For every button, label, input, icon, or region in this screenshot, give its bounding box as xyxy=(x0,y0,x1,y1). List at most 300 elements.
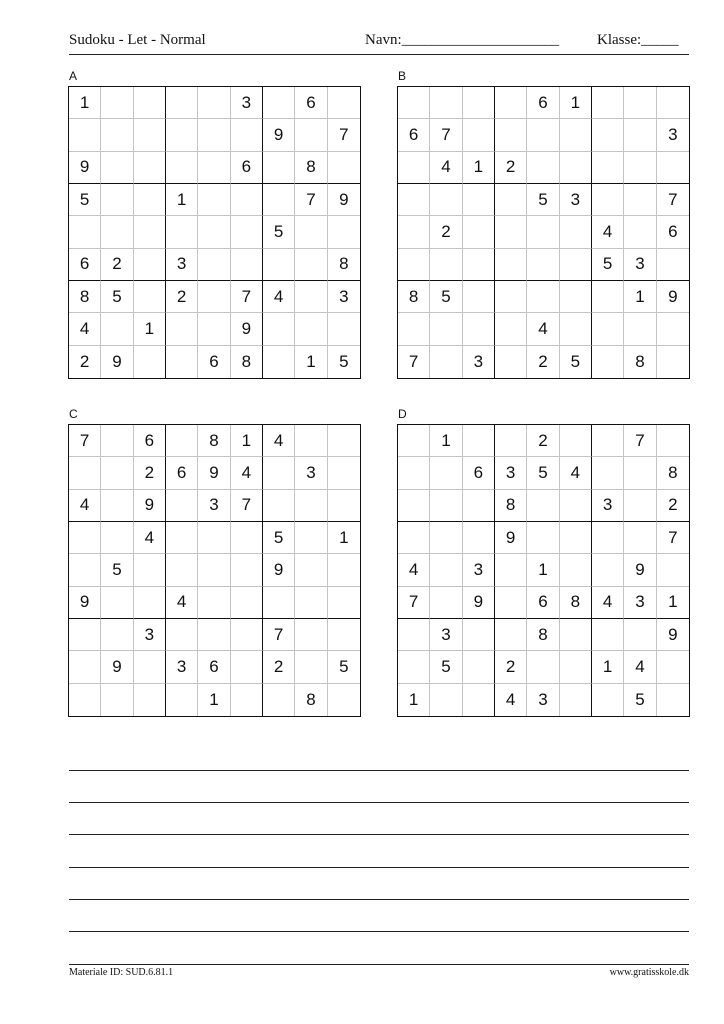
sudoku-cell[interactable] xyxy=(398,249,430,281)
sudoku-cell[interactable] xyxy=(657,425,689,457)
sudoku-cell[interactable] xyxy=(657,313,689,345)
sudoku-cell[interactable]: 7 xyxy=(69,425,101,457)
sudoku-cell[interactable] xyxy=(101,313,133,345)
sudoku-cell[interactable] xyxy=(527,119,559,151)
sudoku-cell[interactable] xyxy=(166,216,198,248)
sudoku-cell[interactable]: 6 xyxy=(134,425,166,457)
sudoku-cell[interactable] xyxy=(592,619,624,651)
sudoku-cell[interactable] xyxy=(263,87,295,119)
sudoku-cell[interactable]: 5 xyxy=(527,457,559,489)
sudoku-cell[interactable] xyxy=(463,425,495,457)
sudoku-cell[interactable] xyxy=(624,457,656,489)
sudoku-cell[interactable] xyxy=(134,346,166,378)
sudoku-cell[interactable] xyxy=(495,87,527,119)
sudoku-cell[interactable]: 4 xyxy=(592,216,624,248)
sudoku-cell[interactable]: 5 xyxy=(263,522,295,554)
sudoku-cell[interactable] xyxy=(328,425,360,457)
sudoku-cell[interactable] xyxy=(101,184,133,216)
sudoku-cell[interactable]: 5 xyxy=(328,651,360,683)
sudoku-cell[interactable] xyxy=(101,587,133,619)
sudoku-cell[interactable]: 6 xyxy=(69,249,101,281)
sudoku-cell[interactable] xyxy=(560,651,592,683)
sudoku-cell[interactable] xyxy=(495,216,527,248)
sudoku-cell[interactable] xyxy=(134,684,166,716)
sudoku-cell[interactable]: 2 xyxy=(166,281,198,313)
sudoku-cell[interactable] xyxy=(263,346,295,378)
sudoku-cell[interactable]: 7 xyxy=(624,425,656,457)
sudoku-cell[interactable] xyxy=(657,346,689,378)
sudoku-cell[interactable] xyxy=(231,554,263,586)
sudoku-cell[interactable] xyxy=(527,152,559,184)
sudoku-cell[interactable] xyxy=(398,490,430,522)
sudoku-cell[interactable] xyxy=(231,619,263,651)
sudoku-cell[interactable]: 4 xyxy=(166,587,198,619)
sudoku-cell[interactable]: 9 xyxy=(101,346,133,378)
sudoku-cell[interactable]: 7 xyxy=(430,119,462,151)
sudoku-cell[interactable] xyxy=(231,522,263,554)
sudoku-cell[interactable] xyxy=(263,457,295,489)
sudoku-cell[interactable]: 4 xyxy=(231,457,263,489)
sudoku-cell[interactable] xyxy=(101,457,133,489)
sudoku-cell[interactable] xyxy=(495,119,527,151)
sudoku-cell[interactable] xyxy=(295,619,327,651)
sudoku-cell[interactable]: 4 xyxy=(495,684,527,716)
sudoku-cell[interactable] xyxy=(69,522,101,554)
sudoku-cell[interactable]: 1 xyxy=(560,87,592,119)
sudoku-cell[interactable]: 1 xyxy=(657,587,689,619)
sudoku-cell[interactable] xyxy=(198,522,230,554)
sudoku-cell[interactable] xyxy=(295,651,327,683)
sudoku-cell[interactable]: 8 xyxy=(198,425,230,457)
sudoku-cell[interactable] xyxy=(463,216,495,248)
sudoku-cell[interactable] xyxy=(101,87,133,119)
sudoku-cell[interactable] xyxy=(560,684,592,716)
sudoku-cell[interactable] xyxy=(101,619,133,651)
sudoku-cell[interactable] xyxy=(495,184,527,216)
sudoku-cell[interactable] xyxy=(657,152,689,184)
sudoku-cell[interactable] xyxy=(624,522,656,554)
sudoku-cell[interactable] xyxy=(328,619,360,651)
sudoku-cell[interactable] xyxy=(463,184,495,216)
sudoku-cell[interactable]: 9 xyxy=(198,457,230,489)
sudoku-cell[interactable]: 6 xyxy=(198,651,230,683)
sudoku-cell[interactable] xyxy=(295,522,327,554)
sudoku-cell[interactable] xyxy=(231,587,263,619)
sudoku-cell[interactable]: 1 xyxy=(398,684,430,716)
sudoku-cell[interactable]: 6 xyxy=(231,152,263,184)
sudoku-cell[interactable]: 1 xyxy=(463,152,495,184)
sudoku-cell[interactable] xyxy=(430,313,462,345)
sudoku-cell[interactable]: 6 xyxy=(657,216,689,248)
sudoku-cell[interactable] xyxy=(69,651,101,683)
sudoku-cell[interactable] xyxy=(398,522,430,554)
sudoku-cell[interactable] xyxy=(624,216,656,248)
sudoku-cell[interactable] xyxy=(495,313,527,345)
sudoku-cell[interactable] xyxy=(134,216,166,248)
sudoku-cell[interactable] xyxy=(263,684,295,716)
sudoku-cell[interactable] xyxy=(134,119,166,151)
sudoku-cell[interactable] xyxy=(560,216,592,248)
sudoku-cell[interactable] xyxy=(69,457,101,489)
sudoku-cell[interactable] xyxy=(495,425,527,457)
sudoku-cell[interactable] xyxy=(198,313,230,345)
sudoku-cell[interactable] xyxy=(463,87,495,119)
sudoku-cell[interactable]: 5 xyxy=(101,281,133,313)
sudoku-cell[interactable]: 9 xyxy=(263,119,295,151)
sudoku-cell[interactable]: 5 xyxy=(263,216,295,248)
sudoku-cell[interactable]: 3 xyxy=(463,346,495,378)
sudoku-cell[interactable] xyxy=(263,490,295,522)
sudoku-cell[interactable] xyxy=(657,651,689,683)
sudoku-cell[interactable] xyxy=(430,554,462,586)
sudoku-cell[interactable] xyxy=(560,313,592,345)
sudoku-cell[interactable]: 3 xyxy=(495,457,527,489)
sudoku-cell[interactable]: 8 xyxy=(295,152,327,184)
sudoku-cell[interactable] xyxy=(430,184,462,216)
sudoku-cell[interactable]: 2 xyxy=(263,651,295,683)
sudoku-cell[interactable] xyxy=(560,249,592,281)
sudoku-cell[interactable] xyxy=(69,119,101,151)
sudoku-cell[interactable]: 8 xyxy=(69,281,101,313)
sudoku-cell[interactable] xyxy=(624,119,656,151)
sudoku-cell[interactable]: 9 xyxy=(263,554,295,586)
sudoku-cell[interactable] xyxy=(101,425,133,457)
sudoku-cell[interactable] xyxy=(430,684,462,716)
sudoku-cell[interactable]: 5 xyxy=(430,281,462,313)
sudoku-cell[interactable] xyxy=(231,651,263,683)
sudoku-cell[interactable]: 3 xyxy=(560,184,592,216)
sudoku-cell[interactable]: 1 xyxy=(231,425,263,457)
sudoku-cell[interactable] xyxy=(101,216,133,248)
sudoku-cell[interactable]: 6 xyxy=(166,457,198,489)
sudoku-cell[interactable] xyxy=(101,490,133,522)
sudoku-cell[interactable] xyxy=(231,684,263,716)
sudoku-cell[interactable] xyxy=(295,249,327,281)
sudoku-cell[interactable]: 5 xyxy=(624,684,656,716)
sudoku-cell[interactable] xyxy=(198,587,230,619)
sudoku-cell[interactable] xyxy=(560,619,592,651)
sudoku-cell[interactable]: 7 xyxy=(398,346,430,378)
sudoku-cell[interactable] xyxy=(430,457,462,489)
sudoku-cell[interactable] xyxy=(328,554,360,586)
sudoku-cell[interactable]: 6 xyxy=(198,346,230,378)
sudoku-cell[interactable] xyxy=(295,425,327,457)
sudoku-cell[interactable]: 2 xyxy=(69,346,101,378)
sudoku-cell[interactable]: 5 xyxy=(560,346,592,378)
sudoku-cell[interactable] xyxy=(295,490,327,522)
sudoku-cell[interactable] xyxy=(198,216,230,248)
sudoku-cell[interactable]: 3 xyxy=(166,651,198,683)
sudoku-cell[interactable] xyxy=(495,554,527,586)
sudoku-cell[interactable] xyxy=(624,619,656,651)
sudoku-cell[interactable] xyxy=(527,216,559,248)
sudoku-cell[interactable] xyxy=(592,152,624,184)
sudoku-cell[interactable] xyxy=(328,152,360,184)
sudoku-cell[interactable]: 1 xyxy=(592,651,624,683)
sudoku-cell[interactable] xyxy=(328,587,360,619)
sudoku-cell[interactable] xyxy=(263,313,295,345)
sudoku-cell[interactable] xyxy=(527,522,559,554)
sudoku-cell[interactable] xyxy=(560,119,592,151)
sudoku-cell[interactable]: 3 xyxy=(198,490,230,522)
sudoku-cell[interactable] xyxy=(624,313,656,345)
sudoku-cell[interactable]: 4 xyxy=(69,490,101,522)
sudoku-cell[interactable] xyxy=(263,587,295,619)
sudoku-cell[interactable]: 1 xyxy=(295,346,327,378)
sudoku-cell[interactable] xyxy=(430,490,462,522)
sudoku-cell[interactable]: 2 xyxy=(495,152,527,184)
sudoku-cell[interactable] xyxy=(134,587,166,619)
sudoku-cell[interactable] xyxy=(295,587,327,619)
sudoku-cell[interactable]: 3 xyxy=(624,587,656,619)
sudoku-cell[interactable] xyxy=(560,490,592,522)
sudoku-cell[interactable] xyxy=(592,346,624,378)
sudoku-cell[interactable]: 4 xyxy=(398,554,430,586)
sudoku-cell[interactable] xyxy=(198,184,230,216)
sudoku-cell[interactable] xyxy=(69,554,101,586)
sudoku-cell[interactable]: 5 xyxy=(101,554,133,586)
sudoku-cell[interactable]: 7 xyxy=(295,184,327,216)
sudoku-cell[interactable] xyxy=(495,281,527,313)
sudoku-cell[interactable]: 8 xyxy=(560,587,592,619)
sudoku-cell[interactable]: 1 xyxy=(166,184,198,216)
sudoku-cell[interactable] xyxy=(166,313,198,345)
sudoku-cell[interactable] xyxy=(134,554,166,586)
sudoku-cell[interactable] xyxy=(231,216,263,248)
sudoku-cell[interactable]: 3 xyxy=(527,684,559,716)
sudoku-cell[interactable] xyxy=(101,522,133,554)
sudoku-cell[interactable]: 8 xyxy=(231,346,263,378)
sudoku-cell[interactable] xyxy=(231,249,263,281)
sudoku-cell[interactable]: 3 xyxy=(624,249,656,281)
sudoku-cell[interactable] xyxy=(495,249,527,281)
sudoku-cell[interactable] xyxy=(328,490,360,522)
sudoku-cell[interactable] xyxy=(263,249,295,281)
sudoku-cell[interactable] xyxy=(198,554,230,586)
sudoku-cell[interactable] xyxy=(592,457,624,489)
sudoku-cell[interactable] xyxy=(398,184,430,216)
sudoku-cell[interactable] xyxy=(295,313,327,345)
sudoku-cell[interactable] xyxy=(198,619,230,651)
sudoku-cell[interactable] xyxy=(134,87,166,119)
sudoku-cell[interactable]: 3 xyxy=(430,619,462,651)
sudoku-cell[interactable]: 3 xyxy=(657,119,689,151)
sudoku-cell[interactable]: 7 xyxy=(328,119,360,151)
sudoku-cell[interactable] xyxy=(198,119,230,151)
sudoku-cell[interactable] xyxy=(101,152,133,184)
sudoku-cell[interactable] xyxy=(624,87,656,119)
sudoku-cell[interactable]: 2 xyxy=(527,346,559,378)
sudoku-cell[interactable] xyxy=(398,152,430,184)
sudoku-cell[interactable]: 8 xyxy=(527,619,559,651)
sudoku-cell[interactable]: 2 xyxy=(527,425,559,457)
sudoku-cell[interactable]: 7 xyxy=(231,281,263,313)
sudoku-cell[interactable]: 8 xyxy=(295,684,327,716)
sudoku-cell[interactable] xyxy=(463,619,495,651)
sudoku-cell[interactable] xyxy=(592,425,624,457)
website-link[interactable]: www.gratisskole.dk xyxy=(609,967,689,978)
sudoku-cell[interactable] xyxy=(624,184,656,216)
sudoku-cell[interactable] xyxy=(495,587,527,619)
sudoku-cell[interactable] xyxy=(527,651,559,683)
sudoku-cell[interactable] xyxy=(101,684,133,716)
sudoku-cell[interactable] xyxy=(134,184,166,216)
sudoku-cell[interactable] xyxy=(463,281,495,313)
sudoku-cell[interactable]: 4 xyxy=(624,651,656,683)
sudoku-cell[interactable]: 6 xyxy=(295,87,327,119)
sudoku-cell[interactable] xyxy=(624,152,656,184)
sudoku-cell[interactable] xyxy=(527,281,559,313)
sudoku-cell[interactable] xyxy=(166,619,198,651)
sudoku-cell[interactable] xyxy=(166,522,198,554)
sudoku-cell[interactable] xyxy=(134,249,166,281)
sudoku-cell[interactable] xyxy=(69,216,101,248)
sudoku-cell[interactable]: 3 xyxy=(166,249,198,281)
sudoku-cell[interactable] xyxy=(295,216,327,248)
sudoku-cell[interactable] xyxy=(263,184,295,216)
sudoku-cell[interactable] xyxy=(231,119,263,151)
sudoku-cell[interactable]: 4 xyxy=(69,313,101,345)
sudoku-cell[interactable] xyxy=(592,684,624,716)
sudoku-cell[interactable]: 4 xyxy=(263,425,295,457)
sudoku-cell[interactable] xyxy=(69,684,101,716)
sudoku-cell[interactable] xyxy=(463,651,495,683)
sudoku-cell[interactable]: 8 xyxy=(328,249,360,281)
sudoku-cell[interactable]: 1 xyxy=(527,554,559,586)
sudoku-cell[interactable] xyxy=(69,619,101,651)
sudoku-cell[interactable]: 8 xyxy=(398,281,430,313)
sudoku-cell[interactable] xyxy=(295,119,327,151)
sudoku-cell[interactable] xyxy=(166,152,198,184)
sudoku-cell[interactable]: 3 xyxy=(134,619,166,651)
sudoku-cell[interactable] xyxy=(527,249,559,281)
sudoku-cell[interactable]: 9 xyxy=(101,651,133,683)
sudoku-cell[interactable]: 1 xyxy=(198,684,230,716)
sudoku-cell[interactable] xyxy=(231,184,263,216)
sudoku-cell[interactable]: 9 xyxy=(69,587,101,619)
sudoku-cell[interactable]: 3 xyxy=(231,87,263,119)
sudoku-cell[interactable] xyxy=(166,346,198,378)
name-field[interactable]: Navn:_____________________ xyxy=(365,32,560,48)
sudoku-cell[interactable]: 9 xyxy=(69,152,101,184)
sudoku-cell[interactable] xyxy=(166,119,198,151)
sudoku-cell[interactable] xyxy=(463,684,495,716)
sudoku-cell[interactable]: 7 xyxy=(657,522,689,554)
sudoku-cell[interactable]: 6 xyxy=(398,119,430,151)
sudoku-cell[interactable] xyxy=(398,313,430,345)
sudoku-cell[interactable] xyxy=(657,554,689,586)
sudoku-cell[interactable] xyxy=(592,119,624,151)
sudoku-cell[interactable]: 7 xyxy=(263,619,295,651)
sudoku-cell[interactable]: 9 xyxy=(657,619,689,651)
sudoku-cell[interactable]: 2 xyxy=(657,490,689,522)
sudoku-cell[interactable] xyxy=(101,119,133,151)
sudoku-cell[interactable] xyxy=(166,554,198,586)
sudoku-cell[interactable] xyxy=(430,587,462,619)
sudoku-cell[interactable] xyxy=(560,554,592,586)
sudoku-cell[interactable]: 7 xyxy=(657,184,689,216)
sudoku-cell[interactable]: 1 xyxy=(328,522,360,554)
sudoku-cell[interactable] xyxy=(657,684,689,716)
sudoku-cell[interactable]: 5 xyxy=(69,184,101,216)
sudoku-cell[interactable]: 4 xyxy=(527,313,559,345)
sudoku-cell[interactable] xyxy=(463,249,495,281)
sudoku-cell[interactable]: 9 xyxy=(134,490,166,522)
sudoku-cell[interactable] xyxy=(295,281,327,313)
sudoku-cell[interactable] xyxy=(592,554,624,586)
sudoku-cell[interactable]: 1 xyxy=(430,425,462,457)
sudoku-cell[interactable]: 1 xyxy=(69,87,101,119)
sudoku-cell[interactable] xyxy=(398,87,430,119)
sudoku-cell[interactable] xyxy=(263,152,295,184)
sudoku-cell[interactable]: 3 xyxy=(295,457,327,489)
sudoku-cell[interactable] xyxy=(430,346,462,378)
sudoku-cell[interactable] xyxy=(657,87,689,119)
sudoku-cell[interactable]: 2 xyxy=(495,651,527,683)
sudoku-cell[interactable] xyxy=(495,619,527,651)
sudoku-cell[interactable]: 9 xyxy=(231,313,263,345)
sudoku-cell[interactable]: 3 xyxy=(592,490,624,522)
sudoku-cell[interactable] xyxy=(430,249,462,281)
sudoku-cell[interactable]: 9 xyxy=(657,281,689,313)
sudoku-cell[interactable]: 1 xyxy=(624,281,656,313)
sudoku-cell[interactable] xyxy=(430,87,462,119)
sudoku-cell[interactable] xyxy=(198,87,230,119)
sudoku-cell[interactable] xyxy=(134,152,166,184)
sudoku-cell[interactable]: 1 xyxy=(134,313,166,345)
sudoku-cell[interactable] xyxy=(134,281,166,313)
sudoku-cell[interactable] xyxy=(463,313,495,345)
sudoku-cell[interactable]: 2 xyxy=(134,457,166,489)
sudoku-cell[interactable] xyxy=(328,684,360,716)
sudoku-cell[interactable]: 3 xyxy=(328,281,360,313)
sudoku-cell[interactable] xyxy=(398,425,430,457)
sudoku-cell[interactable]: 9 xyxy=(328,184,360,216)
sudoku-cell[interactable]: 4 xyxy=(134,522,166,554)
sudoku-cell[interactable]: 9 xyxy=(624,554,656,586)
sudoku-cell[interactable] xyxy=(398,457,430,489)
sudoku-cell[interactable] xyxy=(463,119,495,151)
sudoku-cell[interactable] xyxy=(166,684,198,716)
sudoku-cell[interactable]: 4 xyxy=(263,281,295,313)
sudoku-cell[interactable] xyxy=(560,425,592,457)
sudoku-cell[interactable]: 9 xyxy=(463,587,495,619)
sudoku-cell[interactable]: 5 xyxy=(527,184,559,216)
sudoku-cell[interactable] xyxy=(295,554,327,586)
sudoku-cell[interactable] xyxy=(328,457,360,489)
sudoku-cell[interactable]: 4 xyxy=(560,457,592,489)
sudoku-cell[interactable] xyxy=(166,87,198,119)
sudoku-cell[interactable] xyxy=(198,249,230,281)
sudoku-cell[interactable]: 5 xyxy=(592,249,624,281)
sudoku-cell[interactable]: 6 xyxy=(527,87,559,119)
sudoku-cell[interactable]: 6 xyxy=(527,587,559,619)
sudoku-cell[interactable] xyxy=(592,87,624,119)
sudoku-cell[interactable]: 8 xyxy=(624,346,656,378)
sudoku-cell[interactable] xyxy=(328,216,360,248)
sudoku-cell[interactable] xyxy=(134,651,166,683)
sudoku-cell[interactable] xyxy=(592,313,624,345)
sudoku-cell[interactable]: 9 xyxy=(495,522,527,554)
sudoku-cell[interactable] xyxy=(560,522,592,554)
sudoku-cell[interactable] xyxy=(166,425,198,457)
sudoku-cell[interactable]: 7 xyxy=(398,587,430,619)
sudoku-cell[interactable]: 8 xyxy=(657,457,689,489)
sudoku-cell[interactable] xyxy=(463,522,495,554)
sudoku-cell[interactable] xyxy=(398,619,430,651)
sudoku-cell[interactable] xyxy=(328,87,360,119)
sudoku-cell[interactable] xyxy=(527,490,559,522)
